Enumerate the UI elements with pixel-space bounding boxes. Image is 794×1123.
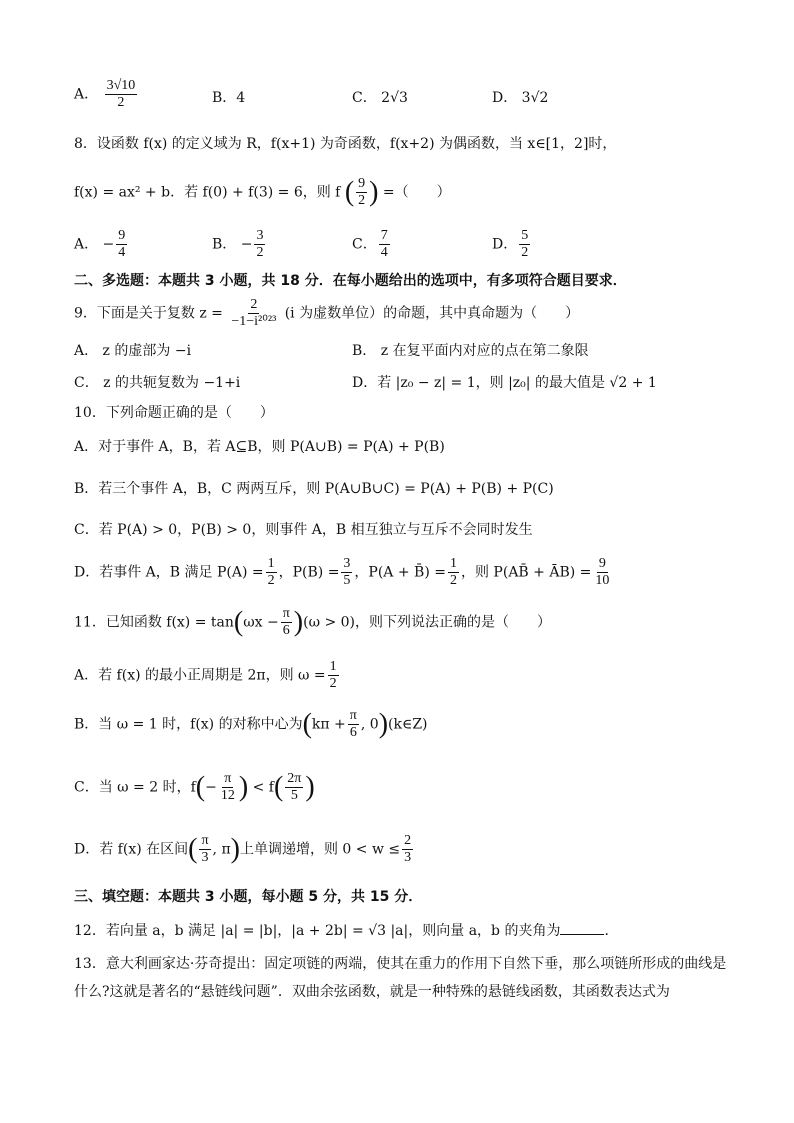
q8-a-label: A． − bbox=[74, 236, 115, 253]
q10-d-f1n: 1 bbox=[267, 556, 275, 571]
q10-d-frac4 bbox=[593, 556, 611, 589]
q11-stem-in-pre: ωx − bbox=[243, 614, 279, 631]
q8-line2-pre: f(x) = ax² + b．若 f(0) + f(3) = 6，则 f bbox=[74, 184, 341, 201]
q8-stem-line2 bbox=[74, 176, 451, 209]
q8-option-a bbox=[74, 228, 129, 261]
q8-b-num: 3 bbox=[256, 228, 264, 243]
q11-a-den: 2 bbox=[329, 676, 337, 691]
q11-b-in-post: , 0 bbox=[360, 716, 379, 733]
q11-d-den: 3 bbox=[404, 850, 412, 865]
q9-option-d: D．若 |z₀ − z| = 1，则 |z₀| 的最大值是 √2 + 1 bbox=[352, 375, 657, 391]
q10-d-frac1 bbox=[266, 556, 277, 589]
q10-d-f1d: 2 bbox=[267, 573, 275, 588]
section-2-heading: 二、多选题：本题共 3 小题，共 18 分．在每小题给出的选项中，有多项符合题目要求． bbox=[74, 273, 627, 289]
q11-a-fraction bbox=[328, 659, 339, 692]
q7-option-c: C． 2√3 bbox=[352, 90, 408, 106]
q10-option-b: B．若三个事件 A，B，C 两两互斥，则 P(A∪B∪C) = P(A) + P(B) + P(C) bbox=[74, 481, 554, 497]
q11-c-num2: 2π bbox=[287, 771, 302, 786]
q8-option-c bbox=[352, 228, 392, 261]
q10-d-f2d: 5 bbox=[343, 573, 351, 588]
q7-option-a bbox=[74, 78, 139, 111]
q11-d-in-fraction bbox=[199, 833, 210, 866]
q11-d-num: 2 bbox=[404, 833, 412, 848]
q8-d-label: D． bbox=[492, 236, 518, 253]
q11-d-post: 上单调递增，则 0 < w ≤ bbox=[239, 841, 401, 858]
q11-c-rparen1: ) bbox=[238, 771, 249, 803]
q11-c-rparen2: ) bbox=[305, 771, 315, 803]
q8-line2-post: =（ ） bbox=[382, 184, 451, 201]
q7-a-num: 3√10 bbox=[106, 78, 136, 93]
q11-c-fraction2 bbox=[285, 771, 303, 804]
q8-c-fraction bbox=[379, 228, 390, 261]
q11-c-den1: 12 bbox=[220, 788, 235, 803]
q11-b-den: 6 bbox=[349, 725, 357, 740]
q11-stem-fraction bbox=[281, 606, 292, 639]
q11-d-lparen: ( bbox=[188, 833, 198, 865]
q10-d-mid1: ，P(B) = bbox=[278, 564, 340, 581]
q11-lparen: ( bbox=[233, 606, 244, 638]
q8-num: 9 bbox=[358, 176, 366, 191]
q11-b-fraction bbox=[348, 708, 359, 741]
q8-fraction bbox=[356, 176, 367, 209]
q9-den: −1−i²⁰²³ bbox=[231, 314, 277, 329]
q11-c-lparen1: ( bbox=[195, 771, 206, 803]
q8-b-fraction bbox=[254, 228, 265, 261]
q10-d-mid3: ，则 P(AB̄ + ĀB) = bbox=[460, 564, 592, 581]
q11-c-in1-pre: − bbox=[205, 779, 217, 796]
q9-option-b: B． z 在复平面内对应的点在第二象限 bbox=[352, 343, 589, 359]
q8-lparen: ( bbox=[344, 176, 355, 208]
q11-b-pre: B．当 ω = 1 时，f(x) 的对称中心为 bbox=[74, 716, 303, 733]
q11-c-den2: 5 bbox=[290, 788, 298, 803]
q9-option-a: A． z 的虚部为 −i bbox=[74, 343, 192, 359]
q8-c-num: 7 bbox=[380, 228, 388, 243]
q11-d-in-den: 3 bbox=[201, 850, 209, 865]
q12-stem bbox=[74, 922, 618, 941]
q10-d-mid2: ，P(A + B̄) = bbox=[354, 564, 446, 581]
q11-b-in-pre: kπ + bbox=[311, 716, 346, 733]
q9-option-c: C． z 的共轭复数为 −1+i bbox=[74, 375, 241, 391]
q11-stem-pre: 11．已知函数 f(x) = tan bbox=[74, 614, 234, 631]
q8-b-label: B． − bbox=[212, 236, 253, 253]
q11-b-num: π bbox=[349, 708, 357, 723]
q8-d-den: 2 bbox=[521, 245, 529, 260]
q11-d-in-num: π bbox=[201, 833, 209, 848]
q10-d-f4n: 9 bbox=[598, 556, 606, 571]
q8-a-num: 9 bbox=[118, 228, 126, 243]
q9-pre: 9．下面是关于复数 z = bbox=[74, 305, 223, 322]
q8-c-den: 4 bbox=[380, 245, 388, 260]
q10-option-a: A．对于事件 A，B，若 A⊆B，则 P(A∪B) = P(A) + P(B) bbox=[74, 439, 445, 455]
q10-d-f2n: 3 bbox=[343, 556, 351, 571]
section-3-heading: 三、填空题：本题共 3 小题，每小题 5 分，共 15 分． bbox=[74, 889, 423, 905]
q11-c-fraction1 bbox=[219, 771, 237, 804]
q13-line2: 什么?这就是著名的“悬链线问题”．双曲余弦函数，就是一种特殊的悬链线函数，其函数表达式为 bbox=[74, 984, 670, 1000]
q10-stem: 10．下列命题正确的是（ ） bbox=[74, 405, 274, 421]
q8-d-fraction bbox=[519, 228, 530, 261]
q7-a-den: 2 bbox=[117, 95, 125, 110]
q10-option-d bbox=[74, 556, 613, 589]
q13-line1: 13．意大利画家达·芬奇提出：固定项链的两端，使其在重力的作用下自然下垂，那么项链所形成的曲线是 bbox=[74, 956, 727, 972]
q10-d-f3d: 2 bbox=[449, 573, 457, 588]
q12-pre: 12．若向量 a，b 满足 |a| = |b|，|a + 2b| = √3 |a|，则向量 a，b 的夹角为 bbox=[74, 923, 561, 939]
q11-stem-den: 6 bbox=[282, 623, 290, 638]
q11-b-lparen: ( bbox=[302, 708, 312, 740]
q11-stem-post: (ω > 0)，则下列说法正确的是（ ） bbox=[303, 614, 552, 631]
q11-d-fraction bbox=[402, 833, 413, 866]
q8-stem-line1: 8．设函数 f(x) 的定义域为 R，f(x+1) 为奇函数，f(x+2) 为偶函数，当 x∈[1，2]时， bbox=[74, 136, 617, 152]
q7-a-fraction bbox=[105, 78, 138, 111]
q11-b-rparen: ) bbox=[378, 708, 389, 740]
q9-num: 2 bbox=[250, 297, 258, 312]
q11-c-pre: C．当 ω = 2 时，f bbox=[74, 779, 196, 796]
q11-d-pre: D．若 f(x) 在区间 bbox=[74, 841, 189, 858]
q7-a-label: A． bbox=[74, 86, 99, 103]
q12-post: ． bbox=[604, 923, 619, 939]
q10-option-c: C．若 P(A) > 0，P(B) > 0，则事件 A，B 相互独立与互斥不会同时发生 bbox=[74, 522, 533, 538]
q8-d-num: 5 bbox=[521, 228, 529, 243]
q10-d-f3n: 1 bbox=[449, 556, 457, 571]
q11-c-mid: < f bbox=[252, 779, 274, 796]
q11-stem bbox=[74, 606, 551, 639]
q10-d-f4d: 10 bbox=[595, 573, 610, 588]
q11-a-pre: A．若 f(x) 的最小正周期是 2π，则 ω = bbox=[74, 667, 326, 684]
q11-option-b bbox=[74, 708, 428, 741]
q11-a-num: 1 bbox=[329, 659, 337, 674]
q11-c-num1: π bbox=[224, 771, 232, 786]
q11-c-lparen2: ( bbox=[273, 771, 284, 803]
q8-c-label: C． bbox=[352, 236, 377, 253]
q10-d-frac2 bbox=[341, 556, 352, 589]
q8-option-b bbox=[212, 228, 267, 261]
q11-option-d bbox=[74, 833, 415, 866]
q8-b-den: 2 bbox=[256, 245, 264, 260]
q9-fraction bbox=[229, 297, 278, 330]
q8-option-d bbox=[492, 228, 532, 261]
q11-option-a bbox=[74, 659, 341, 692]
q11-d-in-post: , π bbox=[212, 841, 231, 858]
q7-option-b: B．4 bbox=[212, 90, 246, 106]
q7-option-d: D． 3√2 bbox=[492, 90, 549, 106]
q11-b-post: (k∈Z) bbox=[388, 716, 428, 733]
q11-d-rparen: ) bbox=[230, 833, 240, 865]
q9-post: (i 为虚数单位）的命题，其中真命题为（ ） bbox=[284, 305, 580, 322]
q11-stem-num: π bbox=[282, 606, 290, 621]
q8-den: 2 bbox=[358, 193, 366, 208]
q11-option-c bbox=[74, 771, 315, 804]
q9-stem bbox=[74, 297, 579, 330]
q8-a-fraction bbox=[116, 228, 127, 261]
q10-d-frac3 bbox=[448, 556, 459, 589]
q10-d-pre: D．若事件 A，B 满足 P(A) = bbox=[74, 564, 264, 581]
q11-rparen: ) bbox=[293, 606, 304, 638]
q8-rparen: ) bbox=[369, 176, 379, 208]
q8-a-den: 4 bbox=[118, 245, 126, 260]
q12-answer-blank[interactable] bbox=[560, 922, 604, 935]
